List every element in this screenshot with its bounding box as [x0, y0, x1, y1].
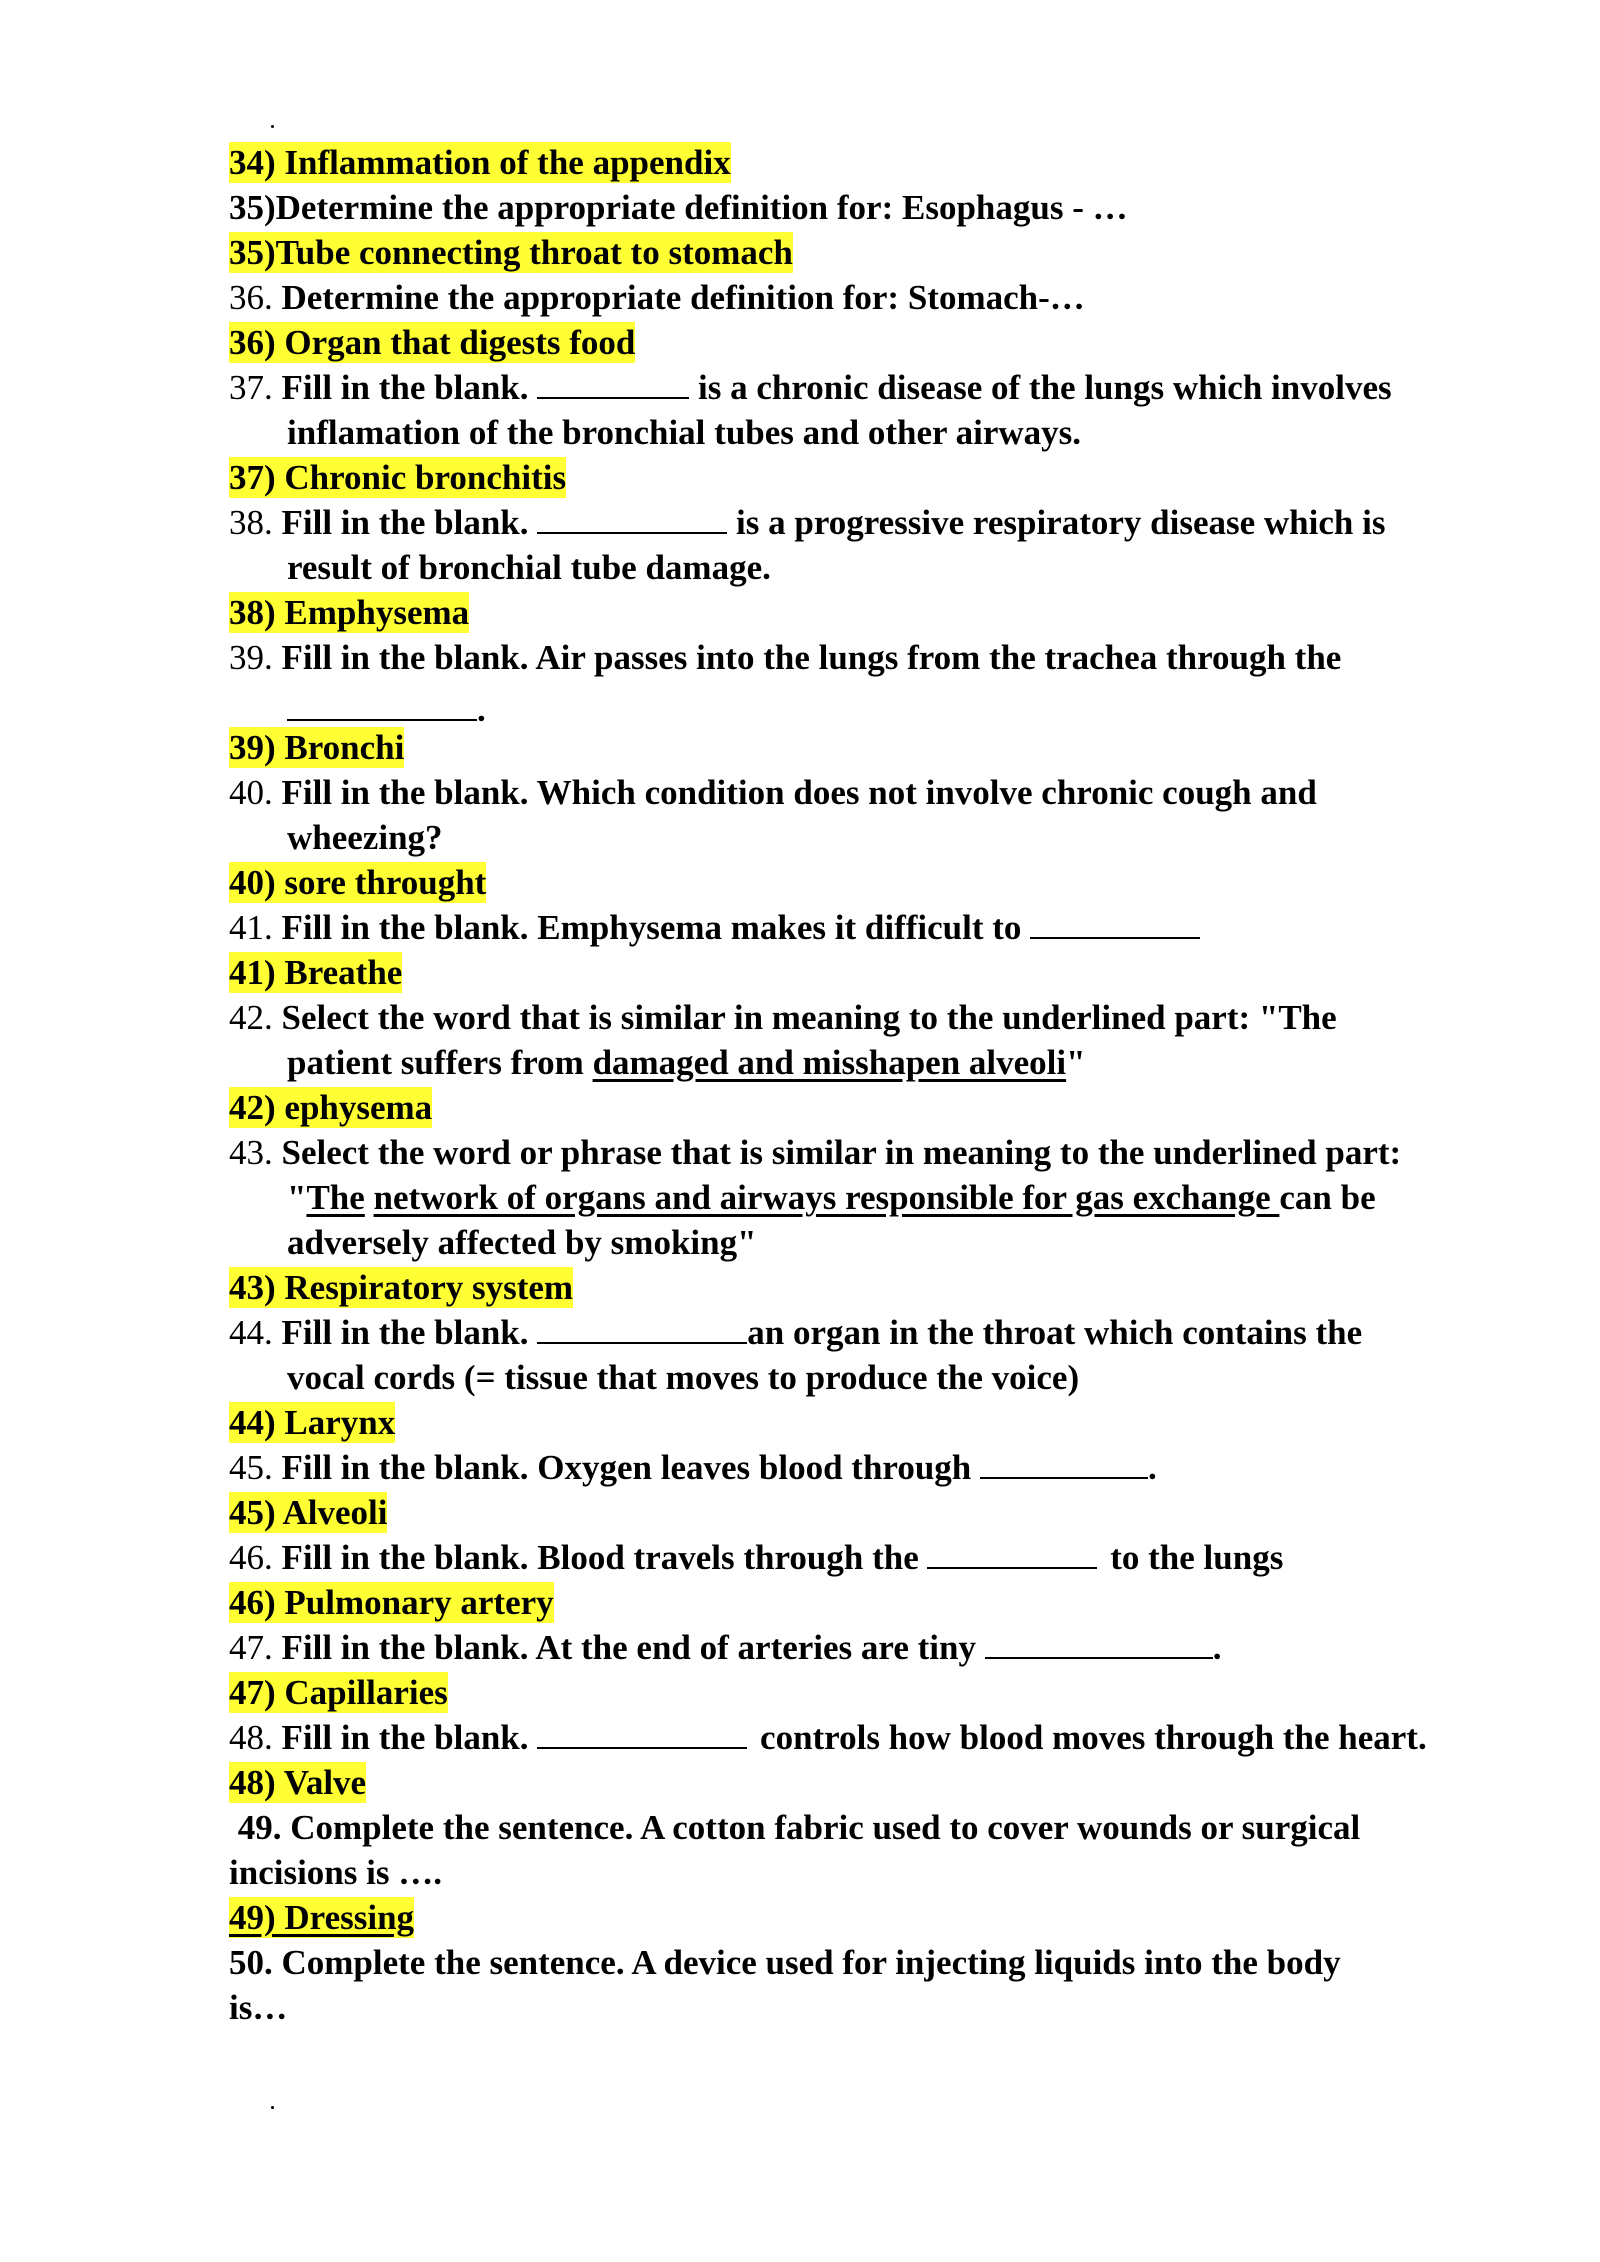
question-47: 47. Fill in the blank. At the end of arteries are tiny . — [229, 1628, 1222, 1667]
blank-44 — [537, 1314, 747, 1344]
top-dot-mark — [271, 125, 274, 128]
question-43-cont2: adversely affected by smoking" — [287, 1223, 757, 1262]
question-35: 35)Determine the appropriate definition for: Esophagus - … — [229, 188, 1128, 227]
question-43-cont: "The network of organs and airways responsible for gas exchange can be — [287, 1178, 1376, 1217]
question-39: 39. Fill in the blank. Air passes into the lungs from the trachea through the — [229, 638, 1342, 677]
question-37-cont: inflamation of the bronchial tubes and other airways. — [287, 413, 1082, 452]
question-45: 45. Fill in the blank. Oxygen leaves blood through . — [229, 1448, 1157, 1487]
question-42-cont: patient suffers from damaged and misshapen alveoli" — [287, 1043, 1086, 1082]
question-38-cont: result of bronchial tube damage. — [287, 548, 771, 587]
blank-47 — [985, 1629, 1213, 1659]
answer-35: 35)Tube connecting throat to stomach — [229, 233, 793, 272]
question-40-cont: wheezing? — [287, 818, 443, 857]
question-48: 48. Fill in the blank. controls how blood moves through the heart. — [229, 1718, 1427, 1757]
answer-49: 49) Dressing — [229, 1898, 415, 1937]
underlined-word-43: The — [306, 1178, 365, 1217]
question-44-cont: vocal cords (= tissue that moves to produce the voice) — [287, 1358, 1080, 1397]
answer-43: 43) Respiratory system — [229, 1268, 574, 1307]
blank-41 — [1030, 909, 1200, 939]
question-38: 38. Fill in the blank. is a progressive respiratory disease which is — [229, 503, 1386, 542]
question-50: 50. Complete the sentence. A device used for injecting liquids into the body — [229, 1943, 1341, 1982]
question-40: 40. Fill in the blank. Which condition does not involve chronic cough and — [229, 773, 1317, 812]
question-42: 42. Select the word that is similar in meaning to the underlined part: "The — [229, 998, 1337, 1037]
blank-48 — [537, 1719, 747, 1749]
answer-48: 48) Valve — [229, 1763, 367, 1802]
question-39-cont: . — [229, 680, 1529, 725]
blank-38 — [537, 504, 727, 534]
question-43: 43. Select the word or phrase that is similar in meaning to the underlined part: — [229, 1133, 1402, 1172]
blank-45 — [980, 1449, 1148, 1479]
question-36: 36. Determine the appropriate definition for: Stomach-… — [229, 278, 1085, 317]
question-44: 44. Fill in the blank. an organ in the throat which contains the — [229, 1313, 1363, 1352]
answer-39: 39) Bronchi — [229, 728, 405, 767]
answer-44: 44) Larynx — [229, 1403, 396, 1442]
answer-40: 40) sore throught — [229, 863, 487, 902]
answer-34: 34) Inflammation of the appendix — [229, 143, 731, 182]
question-49-cont: incisions is …. — [229, 1853, 442, 1892]
underlined-phrase-43: network of organs and airways responsible for gas exchange — [373, 1178, 1280, 1217]
worksheet-content — [229, 140, 1529, 2030]
answer-47: 47) Capillaries — [229, 1673, 448, 1712]
answer-37: 37) Chronic bronchitis — [229, 458, 567, 497]
question-49: 49. Complete the sentence. A cotton fabric used to cover wounds or surgical — [229, 1808, 1361, 1847]
answer-45: 45) Alveoli — [229, 1493, 388, 1532]
question-37: 37. Fill in the blank. is a chronic disease of the lungs which involves — [229, 368, 1392, 407]
underlined-phrase-42: damaged and misshapen alveoli — [592, 1043, 1067, 1082]
answer-36: 36) Organ that digests food — [229, 323, 636, 362]
question-41: 41. Fill in the blank. Emphysema makes it difficult to — [229, 905, 1529, 950]
blank-46 — [927, 1539, 1097, 1569]
answer-41: 41) Breathe — [229, 953, 403, 992]
answer-42: 42) ephysema — [229, 1088, 433, 1127]
blank-37 — [537, 369, 689, 399]
question-46: 46. Fill in the blank. Blood travels through the to the lungs — [229, 1538, 1284, 1577]
bottom-dot-mark — [271, 2106, 274, 2109]
question-50-cont: is… — [229, 1988, 288, 2027]
answer-38: 38) Emphysema — [229, 593, 470, 632]
blank-39 — [287, 691, 477, 721]
answer-46: 46) Pulmonary artery — [229, 1583, 554, 1622]
